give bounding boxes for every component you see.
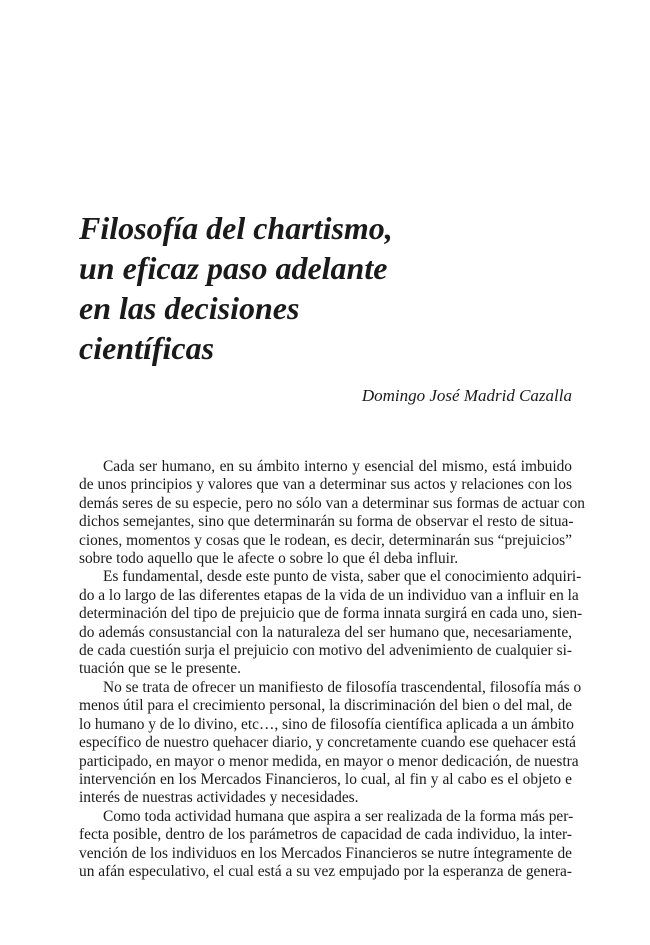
text-line: de cada cuestión surja el prejuicio con motivo del advenimiento de cualquier si-	[79, 642, 572, 660]
text-line: Como toda actividad humana que aspira a ser realizada de la forma más per-	[103, 807, 574, 825]
text-line: menos útil para el crecimiento personal, la discriminación del bien o del mal, de	[79, 697, 572, 715]
title-line: en las decisiones	[79, 290, 300, 326]
title-line: un eficaz paso adelante	[79, 250, 388, 286]
text-line: Es fundamental, desde este punto de vista, saber que el conocimiento adquiri-	[103, 568, 582, 586]
article-title	[79, 208, 519, 368]
text-line: un afán especulativo, el cual está a su vez empujado por la esperanza de genera-	[79, 862, 572, 880]
text-line: do además consustancial con la naturaleza del ser humano que, necesariamente,	[79, 623, 572, 641]
text-line: tuación que se le presente.	[79, 660, 241, 678]
text-line: No se trata de ofrecer un manifiesto de filosofía trascendental, filosofía más o	[103, 678, 582, 696]
text-line: dichos semejantes, sino que determinarán su forma de observar el resto de situa-	[79, 513, 574, 531]
text-line: lo humano y de lo divino, etc…, sino de filosofía científica aplicada a un ámbito	[79, 715, 574, 733]
article-body	[79, 458, 585, 881]
text-line: ciones, momentos y cosas que le rodean, es decir, determinarán sus “prejuicios”	[79, 531, 572, 549]
title-line: científicas	[79, 330, 215, 366]
paragraph	[79, 808, 572, 882]
text-line: vención de los individuos en los Mercados Financieros se nutre íntegramente de	[79, 844, 572, 862]
text-line: de unos principios y valores que van a determinar sus actos y relaciones con los	[79, 476, 572, 494]
text-line: participado, en mayor o menor medida, en mayor o menor dedicación, de nuestra	[79, 752, 579, 770]
text-line: específico de nuestro quehacer diario, y concretamente cuando ese quehacer está	[79, 734, 576, 752]
text-line: do a lo largo de las diferentes etapas de la vida de un individuo van a influir en la	[79, 586, 579, 604]
title-line: Filosofía del chartismo,	[79, 210, 393, 246]
text-line: determinación del tipo de prejuicio que de forma innata surgirá en cada uno, sien-	[79, 605, 583, 623]
paragraph	[79, 568, 583, 678]
text-line: intervención en los Mercados Financieros, lo cual, al fin y al cabo es el objeto e	[79, 770, 572, 788]
text-line: sobre todo aquello que le afecte o sobre lo que él deba influir.	[79, 550, 459, 568]
text-line: fecta posible, dentro de los parámetros de capacidad de cada individuo, la inter-	[79, 826, 572, 844]
text-line: interés de nuestras actividades y necesidades.	[79, 789, 359, 807]
text-line: demás seres de su especie, pero no sólo van a determinar sus formas de actuar con	[79, 494, 585, 512]
paragraph	[79, 678, 582, 808]
author-name: Domingo José Madrid Cazalla	[361, 386, 572, 405]
text-line: Cada ser humano, en su ámbito interno y esencial del mismo, está imbuido	[103, 458, 572, 475]
paragraph	[79, 458, 585, 568]
